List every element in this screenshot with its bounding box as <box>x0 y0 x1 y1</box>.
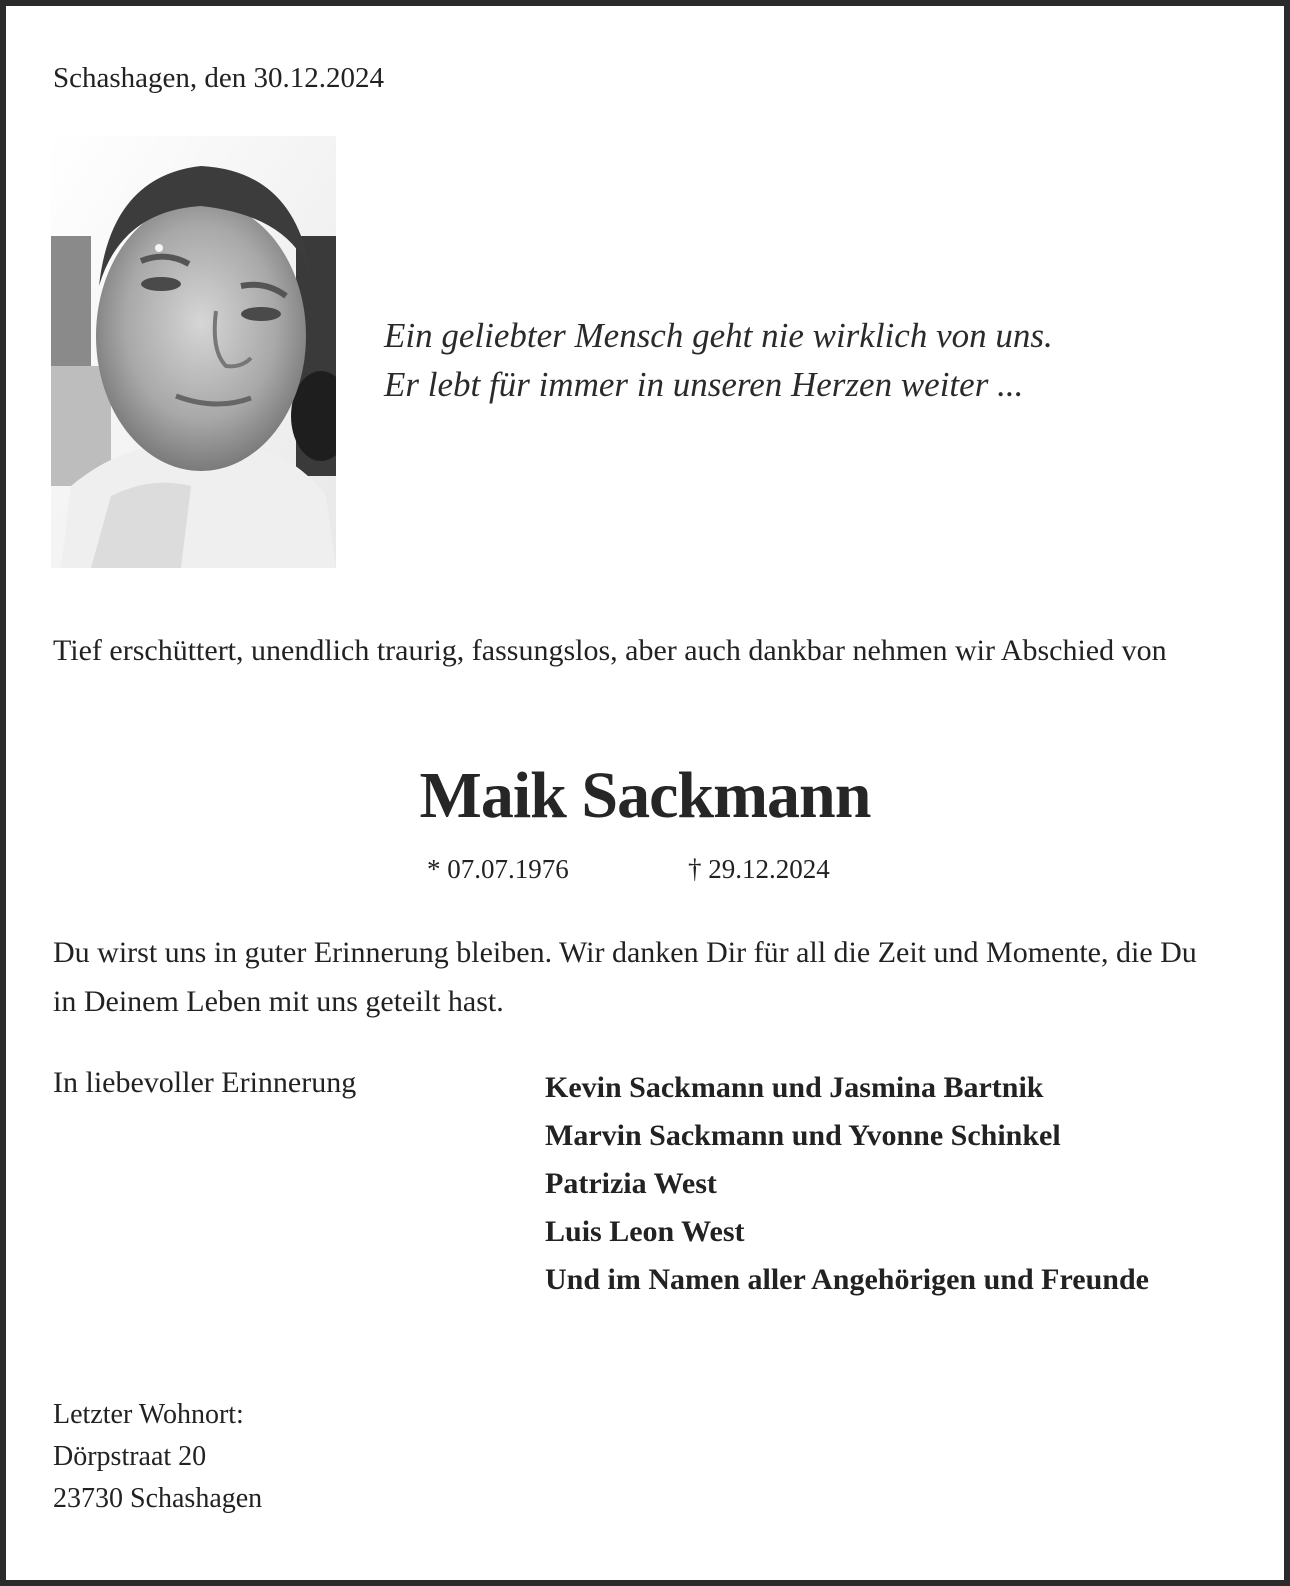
quote-line-1: Ein geliebter Mensch geht nie wirklich von uns. <box>384 316 1053 355</box>
deceased-name: Maik Sackmann <box>419 759 871 832</box>
thanks-text: Du wirst uns in guter Erinnerung bleiben. Wir danken Dir für all die Zeit und Momente, die Du in Deinem Leben mit uns geteilt hast. <box>53 936 1197 1018</box>
family-member: Patrizia West <box>545 1167 717 1200</box>
residence-street: Dörpstraat 20 <box>53 1441 207 1472</box>
family-member: Und im Namen aller Angehörigen und Freunde <box>545 1263 1149 1296</box>
memory-label: In liebevoller Erinnerung <box>53 1066 357 1099</box>
memorial-quote <box>384 311 1053 409</box>
portrait-photo <box>51 136 336 568</box>
birth-date: * 07.07.1976 <box>427 854 569 884</box>
family-member: Marvin Sackmann und Yvonne Schinkel <box>545 1119 1061 1152</box>
portrait-photo-icon <box>51 136 336 568</box>
residence-label: Letzter Wohnort: <box>53 1399 244 1430</box>
place-date: Schashagen, den 30.12.2024 <box>53 62 385 94</box>
last-residence <box>53 1394 262 1520</box>
family-member: Kevin Sackmann und Jasmina Bartnik <box>545 1071 1044 1104</box>
residence-city: 23730 Schashagen <box>53 1483 263 1514</box>
family-member: Luis Leon West <box>545 1215 745 1248</box>
death-date: † 29.12.2024 <box>688 854 830 884</box>
family-list <box>545 1064 1185 1304</box>
quote-line-2: Er lebt für immer in unseren Herzen weiter ... <box>384 365 1024 404</box>
intro-text: Tief erschüttert, unendlich traurig, fassungslos, aber auch dankbar nehmen wir Abschied von <box>53 634 1167 667</box>
